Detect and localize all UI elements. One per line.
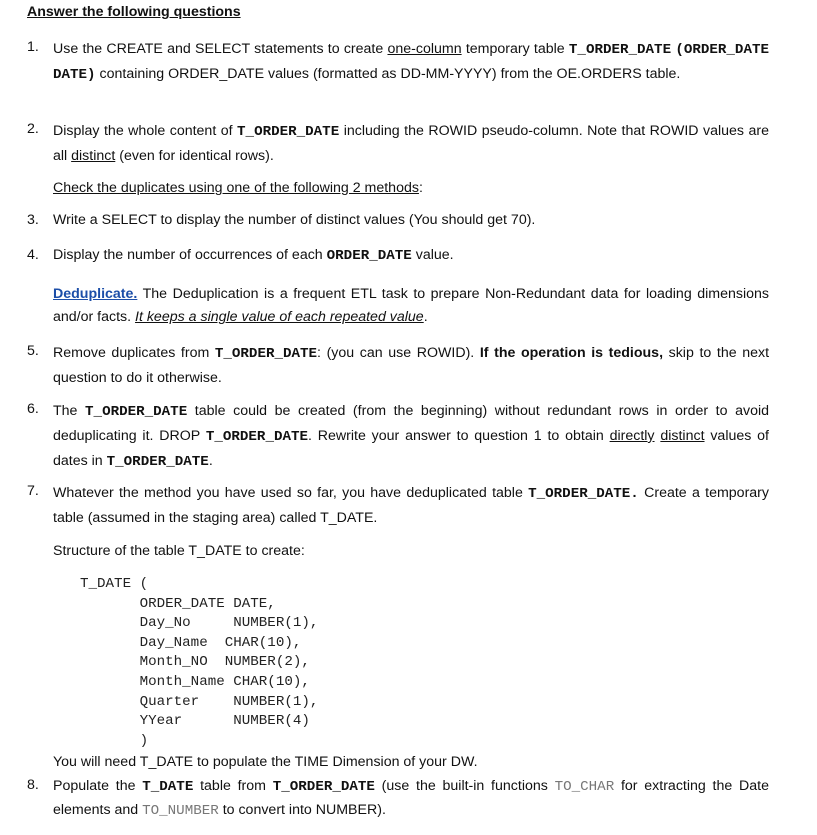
question-number: 5. [27,343,39,359]
question-1 [27,37,769,87]
text-run: Display the whole content of [53,123,238,139]
text-run: values of dates in [53,428,769,469]
deduplicate-link[interactable]: Deduplicate. [53,286,138,302]
question-number: 3. [27,212,39,228]
question-text [53,245,769,266]
question-text [53,119,769,168]
question-number: 4. [27,247,39,263]
question-text: Write a SELECT to display the number of distinct values (You should get 70). [53,212,536,228]
text-run: . [423,309,428,325]
column-name: ORDER_DATE [326,248,412,264]
table-name: T_ORDER_DATE. [528,486,639,502]
table-name: T_DATE [142,779,194,795]
text-run: : [418,180,423,196]
question-number: 1. [27,39,39,55]
structure-label: Structure of the table T_DATE to create: [53,543,305,559]
table-name: T_ORDER_DATE [214,346,318,362]
text-run: Populate the [53,778,143,794]
question-5 [27,341,769,390]
underlined-term: directly [609,428,655,444]
emphasis-text: It keeps a single value of each repeated value [135,309,424,325]
deduplicate-note [53,283,769,329]
question-7 [27,481,769,530]
text-run: Use the CREATE and SELECT statements to create [53,41,388,57]
text-run: Create a temporary table (assumed in the staging area) called T_DATE. [53,485,769,526]
underlined-term: distinct [71,148,116,164]
section-heading: Answer the following questions [27,4,241,20]
bold-text: If the operation is tedious, [479,345,664,361]
table-name: T_ORDER_DATE [272,779,375,795]
t-date-structure-code: T_DATE ( ORDER_DATE DATE, Day_No NUMBER(1), Day_Name CHAR(10), Month_NO NUMBER(2), Month_Name CHAR(10), Quarter NUMBER(1), YYear NUMBER(4) ) [80,576,319,749]
question-text [53,399,769,474]
table-name: T_ORDER_DATE [106,454,209,470]
text-run: for extracting the Date elements and [53,778,769,818]
question-number: 6. [27,401,39,417]
question-3 [27,210,769,230]
text-run: (even for identical rows). [115,148,274,164]
t-date-usage-note: You will need T_DATE to populate the TIME Dimension of your DW. [53,754,478,770]
table-name: T_ORDER_DATE [85,404,188,420]
text-run: : (you can use ROWID). [317,345,480,361]
text-run: table could be created (from the beginning) without redundant rows in order to avoid deduplicating it. DROP [53,403,770,444]
question-text [53,775,769,823]
text-run: table from [193,778,273,794]
function-name: TO_CHAR [554,779,615,795]
question-number: 8. [27,777,39,793]
question-text [53,341,769,390]
check-duplicates-note [53,178,769,198]
question-2 [27,119,769,168]
column-declaration: (ORDER_DATE DATE) [53,42,769,83]
question-text [53,481,769,530]
table-name: T_ORDER_DATE [237,124,340,140]
text-run: The Deduplication is a frequent ETL task to prepare Non-Redundant data for loading dimensions and/or facts. [53,286,769,325]
text-run: (use the built-in functions [374,778,555,794]
text-run: The [53,403,86,419]
text-run: containing ORDER_DATE values (formatted as DD-MM-YYYY) from the OE.ORDERS table. [95,66,681,82]
text-run: Display the number of occurrences of each [53,247,327,263]
table-name: T_ORDER_DATE [568,42,672,58]
underlined-term: one-column [387,41,462,57]
question-number: 2. [27,121,39,137]
text-run: value. [411,247,454,263]
question-number: 7. [27,483,39,499]
text-run: skip to the next question to do it otherwise. [53,345,770,386]
function-name: TO_NUMBER [142,803,219,819]
text-run: . Rewrite your answer to question 1 to obtain [308,428,610,444]
underlined-text: Check the duplicates using one of the following 2 methods [53,180,419,196]
question-6 [27,399,769,474]
text-run: to convert into NUMBER). [218,802,386,818]
underlined-term: distinct [660,428,705,444]
text-run: Whatever the method you have used so far, you have deduplicated table [53,485,529,501]
question-text [53,37,769,87]
text-run: temporary table [461,41,569,57]
question-8 [27,775,769,823]
text-run: . [208,453,213,469]
question-4 [27,245,769,266]
table-name: T_ORDER_DATE [205,429,309,445]
text-run: including the ROWID pseudo-column. Note that ROWID values are all [53,123,770,164]
text-run: Remove duplicates from [53,345,215,361]
